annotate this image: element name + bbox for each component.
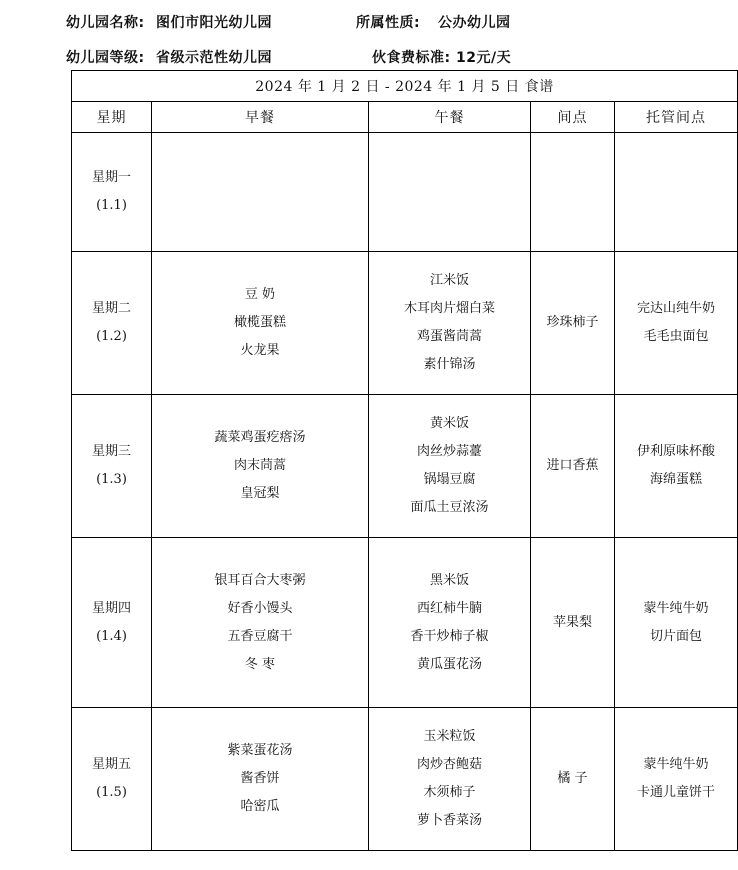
- menu-item: 进口香蕉: [546, 458, 599, 473]
- menu-item: 锅塌豆腐: [423, 472, 476, 487]
- menu-item: 冬 枣: [244, 656, 276, 672]
- weekday-label: 星期二: [91, 301, 131, 316]
- table-row: [72, 133, 738, 252]
- menu-item: 银耳百合大枣粥: [214, 572, 306, 588]
- menu-item: 黄米饭: [429, 416, 469, 431]
- menu-item: 香干炒柿子椒: [410, 628, 489, 644]
- column-header-lunch: 午餐: [369, 102, 531, 133]
- weekday-label: 星期四: [91, 600, 131, 616]
- menu-item: 火龙果: [240, 343, 280, 358]
- menu-item: 豆 奶: [244, 287, 276, 302]
- menu-item: 紫菜蛋花汤: [227, 743, 293, 758]
- menu-item: 萝卜香菜汤: [416, 813, 482, 828]
- date-label: (1.5): [96, 785, 127, 800]
- weekday-label: 星期五: [91, 757, 131, 772]
- nature-value: 公办幼儿园: [438, 15, 511, 31]
- table-header-row: [72, 102, 738, 133]
- date-label: (1.2): [96, 329, 127, 344]
- menu-item: 卡通儿童饼干: [637, 785, 716, 800]
- date-label: (1.3): [96, 472, 127, 487]
- menu-item: 蒙牛纯牛奶: [643, 600, 709, 616]
- day-cell: [72, 538, 152, 708]
- grade-label: 幼儿园等级:: [66, 50, 145, 66]
- menu-item: 木耳肉片熘白菜: [403, 301, 495, 316]
- menu-item: 苹果梨: [552, 614, 592, 630]
- table-row: [72, 395, 738, 538]
- menu-item: 黄瓜蛋花汤: [416, 656, 482, 672]
- breakfast-cell: [152, 708, 369, 851]
- care-snack-cell: [615, 708, 738, 851]
- menu-item: 珍珠柿子: [546, 315, 599, 330]
- menu-item: 酱香饼: [240, 771, 280, 786]
- nature-label: 所属性质:: [356, 15, 421, 31]
- menu-item: 江米饭: [429, 273, 469, 288]
- menu-item: 皇冠梨: [240, 486, 280, 501]
- fee-value: 12元/天: [456, 50, 512, 66]
- snack-cell: [531, 133, 615, 252]
- menu-item: 木须柿子: [423, 785, 476, 800]
- menu-item: 哈密瓜: [240, 799, 280, 814]
- menu-item: 西红柿牛腩: [416, 600, 482, 616]
- kindergarten-name-value: 图们市阳光幼儿园: [156, 15, 272, 31]
- breakfast-cell: [152, 395, 369, 538]
- lunch-cell: [369, 252, 531, 395]
- column-header-weekday: 星期: [72, 102, 152, 133]
- menu-item: 黑米饭: [429, 572, 469, 588]
- care-snack-cell: [615, 395, 738, 538]
- menu-item: 素什锦汤: [423, 357, 476, 372]
- kindergarten-name-label: 幼儿园名称:: [66, 15, 145, 31]
- menu-item: 橄榄蛋糕: [233, 315, 286, 330]
- menu-item: 切片面包: [650, 628, 703, 644]
- menu-item: 好香小馒头: [227, 600, 293, 616]
- table-row: [72, 252, 738, 395]
- lunch-cell: [369, 395, 531, 538]
- weekday-label: 星期三: [91, 444, 131, 459]
- snack-cell: [531, 538, 615, 708]
- fee-label: 伙食费标准:: [372, 50, 451, 66]
- breakfast-cell: [152, 538, 369, 708]
- menu-item: 伊利原味杯酸: [637, 444, 716, 459]
- menu-item: 蒙牛纯牛奶: [643, 757, 709, 772]
- lunch-cell: [369, 708, 531, 851]
- menu-title: 2024 年 1 月 2 日 - 2024 年 1 月 5 日 食谱: [72, 71, 738, 102]
- column-header-snack: 间点: [531, 102, 615, 133]
- menu-table: [71, 70, 738, 851]
- day-cell: [72, 708, 152, 851]
- column-header-breakfast: 早餐: [152, 102, 369, 133]
- table-row: [72, 538, 738, 708]
- lunch-cell: [369, 133, 531, 252]
- snack-cell: [531, 252, 615, 395]
- menu-item: 肉末茼蒿: [233, 458, 286, 473]
- day-cell: [72, 133, 152, 252]
- menu-item: 鸡蛋酱茼蒿: [416, 329, 482, 344]
- menu-item: 毛毛虫面包: [643, 329, 709, 344]
- menu-item: 五香豆腐干: [227, 628, 293, 644]
- menu-item: 橘 子: [557, 771, 588, 786]
- column-header-care-snack: 托管间点: [615, 102, 738, 133]
- weekday-label: 星期一: [91, 170, 131, 185]
- care-snack-cell: [615, 133, 738, 252]
- day-cell: [72, 395, 152, 538]
- breakfast-cell: [152, 252, 369, 395]
- snack-cell: [531, 708, 615, 851]
- menu-item: 完达山纯牛奶: [637, 301, 716, 316]
- date-label: (1.1): [96, 198, 127, 213]
- day-cell: [72, 252, 152, 395]
- menu-item: 面瓜土豆浓汤: [410, 500, 489, 515]
- menu-item: 蔬菜鸡蛋疙瘩汤: [214, 430, 306, 445]
- table-title-row: [72, 71, 738, 102]
- care-snack-cell: [615, 252, 738, 395]
- menu-item: 肉丝炒蒜薹: [416, 444, 482, 459]
- table-row: [72, 708, 738, 851]
- menu-item: 海绵蛋糕: [650, 472, 703, 487]
- care-snack-cell: [615, 538, 738, 708]
- breakfast-cell: [152, 133, 369, 252]
- grade-value: 省级示范性幼儿园: [156, 50, 272, 66]
- menu-item: 肉炒杏鲍菇: [416, 757, 482, 772]
- snack-cell: [531, 395, 615, 538]
- lunch-cell: [369, 538, 531, 708]
- menu-item: 玉米粒饭: [423, 729, 476, 744]
- date-label: (1.4): [96, 628, 127, 644]
